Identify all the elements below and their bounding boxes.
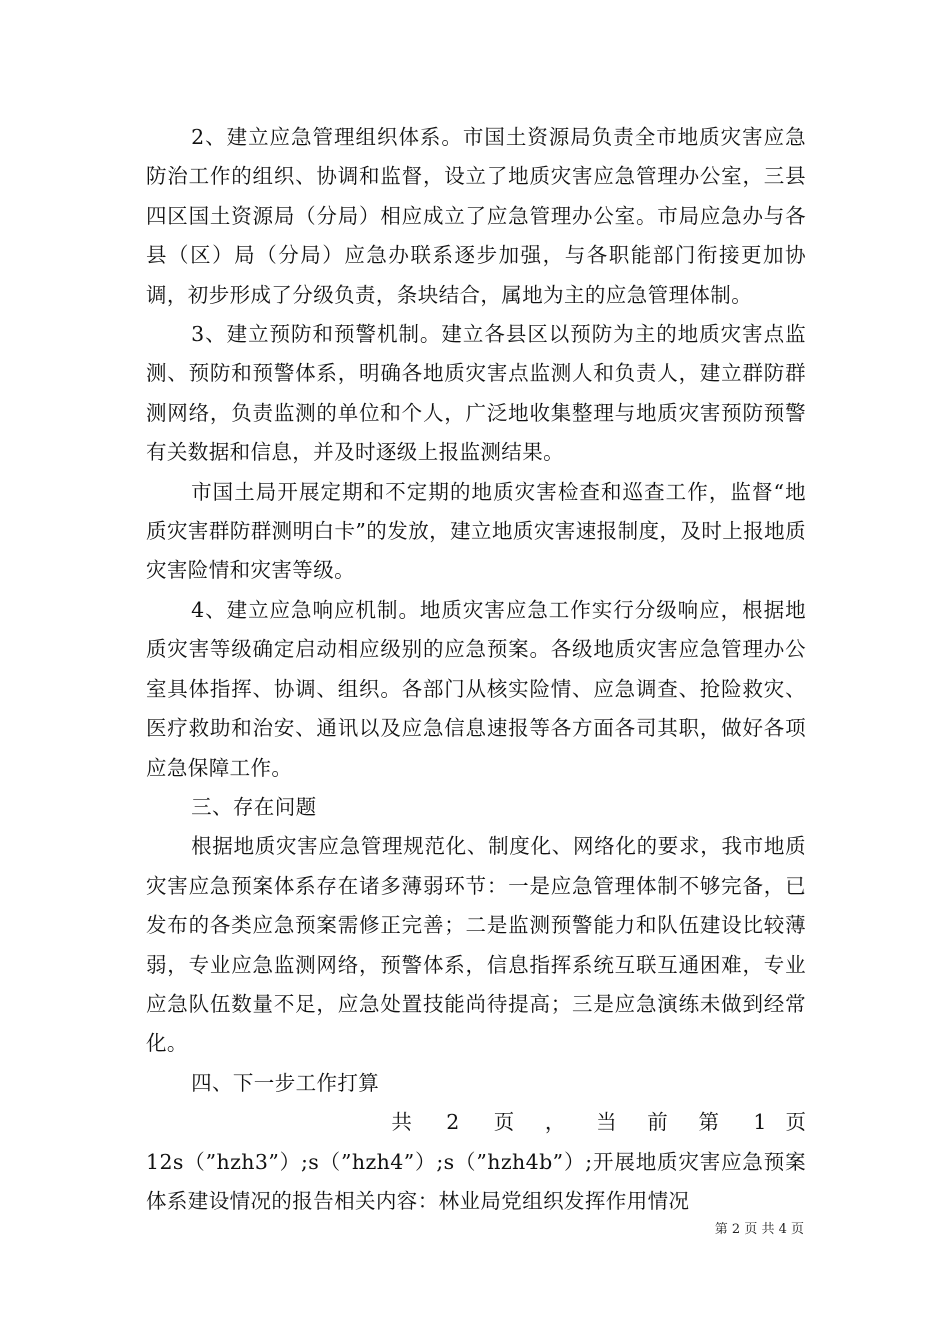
section-heading-next-steps: 四、下一步工作打算 — [191, 1070, 380, 1095]
paragraph-organization-system: 2、建立应急管理组织体系。市国土资源局负责全市地质灾害应急防治工作的组织、协调和监督，设立了地质灾害应急管理办公室，三县四区国土资源局（分局）相应成立了应急管理办公室。市局应急办与各县（区）局（分局）应急办联系逐步加强，与各职能部门衔接更加协调，初步形成了分级负责，条块结合，属地为主的应急管理体制。 — [146, 125, 806, 307]
page-indicator-char: 当 — [596, 1110, 617, 1135]
section-heading-problems: 三、存在问题 — [191, 794, 317, 819]
footer-page-number: 第 2 页 共 4 页 — [714, 1222, 804, 1237]
page-indicator-char: 第 — [698, 1110, 719, 1135]
paragraph-prevention-warning: 3、建立预防和预警机制。建立各县区以预防为主的地质灾害点监测、预防和预警体系，明确各地质灾害点监测人和负责人，建立群防群测网络，负责监测的单位和个人，广泛地收集整理与地质灾害预防预警有关数据和信息，并及时逐级上报监测结果。 — [146, 322, 806, 465]
paragraph-inspection: 市国土局开展定期和不定期的地质灾害检查和巡查工作，监督“地质灾害群防群测明白卡”的发放，建立地质灾害速报制度，及时上报地质灾害险情和灾害等级。 — [146, 479, 806, 583]
document-body — [146, 118, 806, 1221]
page-indicator-char: 前 — [647, 1110, 668, 1135]
page-indicator-char: ， — [544, 1110, 566, 1135]
paragraph-emergency-response: 4、建立应急响应机制。地质灾害应急工作实行分级响应，根据地质灾害等级确定启动相应级别的应急预案。各级地质灾害应急管理办公室具体指挥、协调、组织。各部门从核实险情、应急调查、抢险救灾、医疗救助和治安、通讯以及应急信息速报等各方面各司其职，做好各项应急保障工作。 — [146, 597, 806, 780]
paragraph-trailing-related: 12s（”hzh3”）;s（”hzh4”）;s（”hzh4b”）;开展地质灾害应急预案体系建设情况的报告相关内容：林业局党组织发挥作用情况 — [146, 1149, 806, 1213]
page-indicator-line — [146, 1103, 806, 1142]
page-indicator-char: 页 — [785, 1110, 806, 1135]
page-indicator-char: 共 — [391, 1110, 412, 1135]
page-indicator-char: 2 — [446, 1110, 460, 1135]
page-indicator-char: 页 — [493, 1110, 515, 1135]
paragraph-problems: 根据地质灾害应急管理规范化、制度化、网络化的要求，我市地质灾害应急预案体系存在诸多薄弱环节：一是应急管理体制不够完备，已发布的各类应急预案需修正完善；二是监测预警能力和队伍建设比较薄弱，专业应急监测网络，预警体系，信息指挥系统互联互通困难，专业应急队伍数量不足，应急处置技能尚待提高；三是应急演练未做到经常化。 — [146, 834, 806, 1056]
page-indicator-char: 1 — [753, 1110, 767, 1135]
page-footer — [715, 1218, 804, 1237]
